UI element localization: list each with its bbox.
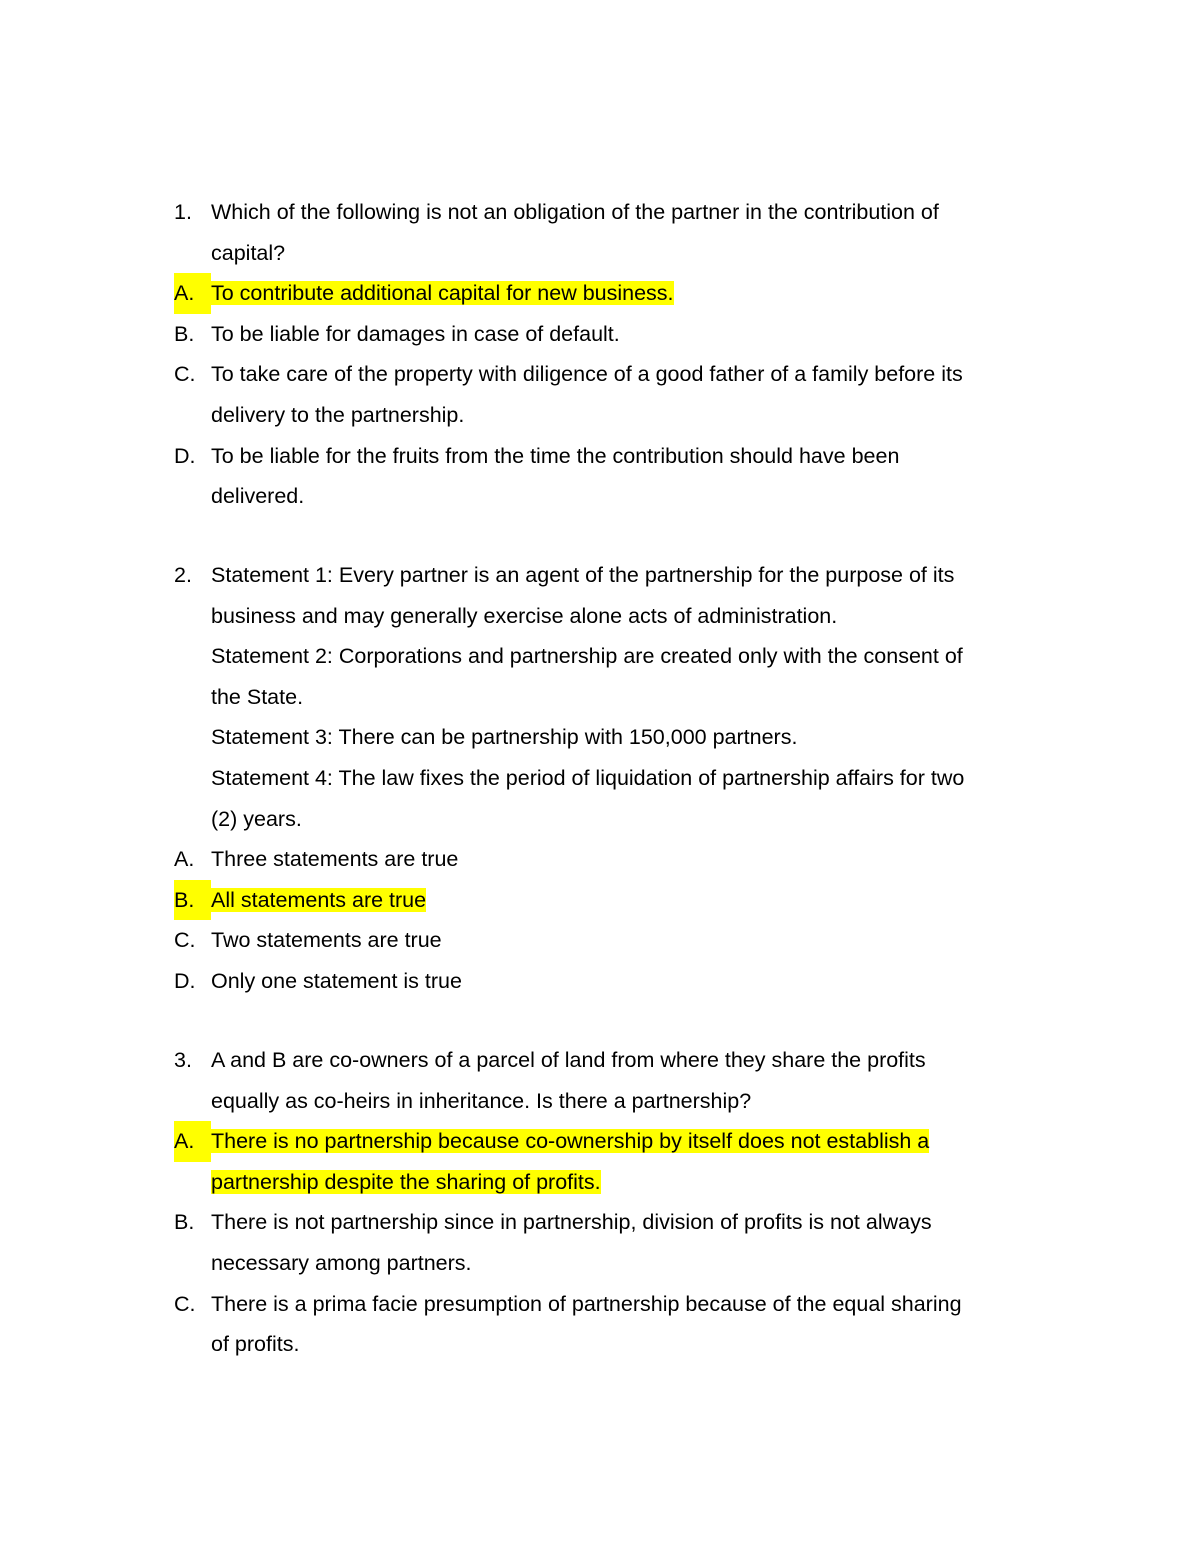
question-1-option-c xyxy=(174,354,1054,435)
question-3-option-b xyxy=(174,1202,1054,1283)
stem-line: Statement 2: Corporations and partnership are created only with the consent of xyxy=(211,644,963,669)
option-letter: C. xyxy=(174,928,196,953)
option-letter: A. xyxy=(174,1121,211,1162)
option-letter: B. xyxy=(174,321,195,346)
question-1-option-d xyxy=(174,436,1054,517)
question-3-option-a xyxy=(174,1121,1054,1202)
option-text: There is not partnership since in partnership, division of profits is not always xyxy=(211,1210,932,1235)
option-letter: A. xyxy=(174,273,211,314)
option-text: To be liable for damages in case of default. xyxy=(211,321,620,346)
question-number: 1. xyxy=(174,200,192,224)
question-number: 3. xyxy=(174,1048,192,1072)
option-letter: B. xyxy=(174,1210,195,1235)
question-3-option-c xyxy=(174,1284,1054,1365)
stem-line: Statement 1: Every partner is an agent of the partnership for the purpose of its xyxy=(211,563,955,587)
option-text: Only one statement is true xyxy=(211,968,462,993)
option-text: To contribute additional capital for new business. xyxy=(211,281,674,306)
question-3 xyxy=(174,1040,1054,1365)
stem-line: Statement 4: The law fixes the period of liquidation of partnership affairs for two xyxy=(211,765,965,790)
option-letter: C. xyxy=(174,362,196,387)
stem-line: capital? xyxy=(211,240,286,265)
stem-line: (2) years. xyxy=(211,806,302,831)
option-letter: D. xyxy=(174,443,196,468)
question-1-option-b xyxy=(174,314,1054,355)
question-1-stem xyxy=(174,192,1054,273)
question-2-option-a xyxy=(174,839,1054,880)
question-1 xyxy=(174,192,1054,517)
option-letter: B. xyxy=(174,880,211,921)
stem-line: equally as co-heirs in inheritance. Is there a partnership? xyxy=(211,1088,752,1113)
option-letter: D. xyxy=(174,968,196,993)
option-text: partnership despite the sharing of profits. xyxy=(211,1169,601,1194)
stem-line: Statement 3: There can be partnership with 150,000 partners. xyxy=(211,725,798,750)
option-text: There is a prima facie presumption of partnership because of the equal sharing xyxy=(211,1291,962,1316)
option-text: To take care of the property with diligence of a good father of a family before its xyxy=(211,362,963,387)
question-number: 2. xyxy=(174,563,192,587)
question-2-option-d xyxy=(174,961,1054,1002)
option-letter: A. xyxy=(174,847,195,872)
question-1-option-a xyxy=(174,273,1054,314)
question-2 xyxy=(174,555,1054,1002)
option-text: Two statements are true xyxy=(211,928,442,953)
question-2-stem xyxy=(174,555,1054,839)
option-text: Three statements are true xyxy=(211,847,459,872)
question-3-stem xyxy=(174,1040,1054,1121)
stem-line: Which of the following is not an obligation of the partner in the contribution of xyxy=(211,200,939,224)
stem-line: the State. xyxy=(211,684,304,709)
option-letter: C. xyxy=(174,1291,196,1316)
option-text: There is no partnership because co-ownership by itself does not establish a xyxy=(211,1129,930,1154)
option-text: of profits. xyxy=(211,1332,300,1357)
question-2-option-c xyxy=(174,920,1054,961)
option-text: delivery to the partnership. xyxy=(211,402,465,427)
question-2-option-b xyxy=(174,880,1054,921)
option-text: delivered. xyxy=(211,484,305,509)
option-text: necessary among partners. xyxy=(211,1250,472,1275)
option-text: All statements are true xyxy=(211,887,427,912)
stem-line: business and may generally exercise alone acts of administration. xyxy=(211,603,838,628)
option-text: To be liable for the fruits from the time the contribution should have been xyxy=(211,443,900,468)
stem-line: A and B are co-owners of a parcel of land from where they share the profits xyxy=(211,1048,926,1072)
